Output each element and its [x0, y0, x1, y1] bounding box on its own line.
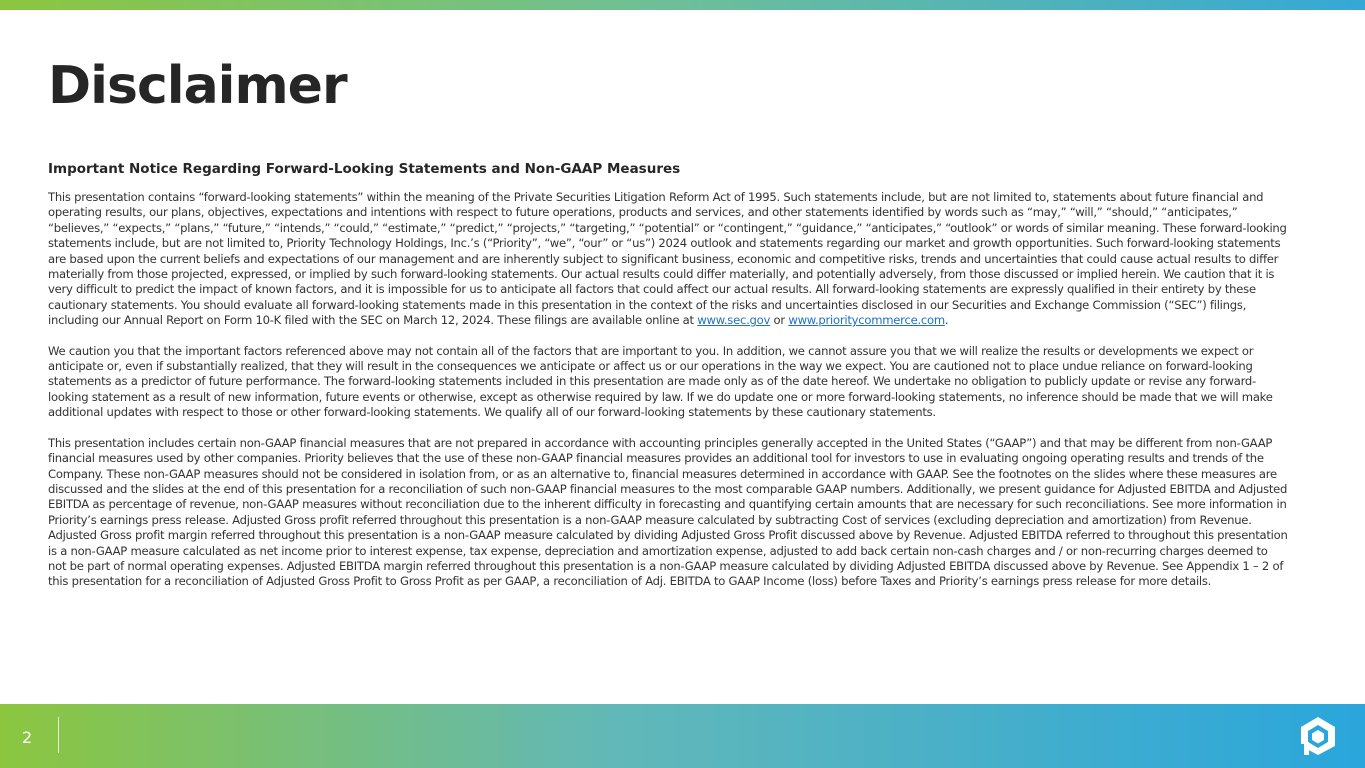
notice-heading: Important Notice Regarding Forward-Looking Statements and Non-GAAP Measures: [48, 161, 681, 177]
priority-logo-icon: [1299, 716, 1337, 756]
page-number: 2: [22, 728, 33, 747]
caution-paragraph: We caution you that the important factors referenced above may not contain all of the factors that are important to you. In addition, we cannot assure you that we will realize the results or developments we expect or anticipate or, even if substantially realized, that they will result in the consequences we anticipate or affect us or our operations in the way we expect. You are cautioned not to place undue reliance on forward-looking statements as a predictor of future performance. The forward-looking statements included in this presentation are made only as of the date hereof. We undertake no obligation to publicly update or revise any forward-looking statement as a result of new information, future events or otherwise, except as otherwise required by law. If we do update one or more forward-looking statements, no inference should be made that we will make additional updates with respect to those or other forward-looking statements. We qualify all of our forward-looking statements by these cautionary statements.: [48, 343, 1273, 420]
page-title: Disclaimer: [48, 56, 347, 116]
paragraph-end: .: [944, 313, 949, 328]
priority-commerce-link[interactable]: www.prioritycommerce.com: [788, 313, 945, 328]
top-accent-bar: [0, 0, 1365, 10]
sec-link[interactable]: www.sec.gov: [697, 313, 771, 328]
non-gaap-paragraph: This presentation includes certain non-GAAP financial measures that are not prepared in accordance with accounting principles generally accepted in the United States (“GAAP”) and that may be different from non-GAAP financial measures used by other companies. Priority believes that the use of these non-GAAP financial measures provides an additional tool for investors to use in evaluating ongoing operating results and trends of the Company. These non-GAAP measures should not be considered in isolation from, or as an alternative to, financial measures determined in accordance with GAAP. See the footnotes on the slides where these measures are discussed and the slides at the end of this presentation for a reconciliation of such non-GAAP financial measures to the most comparable GAAP numbers. Additionally, we present guidance for Adjusted EBITDA and Adjusted EBITDA as percentage of revenue, non-GAAP measures without reconciliation due to the inherent difficulty in forecasting and quantifying certain amounts that are necessary for such reconciliations. See more information in Priority’s earnings press release. Adjusted Gross profit referred throughout this presentation is a non-GAAP measure calculated by subtracting Cost of services (excluding depreciation and amortization) from Revenue. Adjusted Gross profit margin referred throughout this presentation is a non-GAAP measure calculated by dividing Adjusted Gross Profit discussed above by Revenue. Adjusted EBITDA referred to throughout this presentation is a non-GAAP measure calculated as net income prior to interest expense, tax expense, depreciation and amortization expense, adjusted to add back certain non-cash charges and / or non-recurring charges deemed to not be part of normal operating expenses. Adjusted EBITDA margin referred throughout this presentation is a non-GAAP measure calculated by dividing Adjusted EBITDA discussed above by Revenue. See Appendix 1 – 2 of this presentation for a reconciliation of Adjusted Gross Profit to Gross Profit as per GAAP, a reconciliation of Adj. EBITDA to GAAP Income (loss) before Taxes and Priority’s earnings press release for more details.: [48, 435, 1288, 589]
footer-divider: [58, 717, 59, 753]
footer-bar: [0, 704, 1365, 768]
forward-looking-text: This presentation contains “forward-looking statements” within the meaning of the Private Securities Litigation Reform Act of 1995. Such statements include, but are not limited to, statements about future financial and operating results, our plans, objectives, expectations and intentions with respect to future operations, products and services, and other statements identified by words such as “may,” “will,” “should,” “anticipates,” “believes,” “expects,” “plans,” “future,” “intends,” “could,” “estimate,” “predict,” “projects,” “targeting,” “potential” or “contingent,” “guidance,” “anticipates,” “outlook” or words of similar meaning. These forward-looking statements include, but are not limited to, Priority Technology Holdings, Inc.’s (“Priority”, “we”, “our” or “us”) 2024 outlook and statements regarding our market and growth opportunities. Such forward-looking statements are based upon the current beliefs and expectations of our management and are inherently subject to significant business, economic and competitive risks, trends and uncertainties that could cause actual results to differ materially from those projected, expressed, or implied by such forward-looking statements. Our actual results could differ materially, and potentially adversely, from those discussed or implied herein. We caution that it is very difficult to predict the impact of known factors, and it is impossible for us to anticipate all factors that could affect our actual results. All forward-looking statements are expressly qualified in their entirety by these cautionary statements. You should evaluate all forward-looking statements made in this presentation in the context of the risks and uncertainties disclosed in our Securities and Exchange Commission (“SEC”) filings, including our Annual Report on Form 10-K filed with the SEC on March 12, 2024. These filings are available online at: [48, 190, 1287, 328]
disclaimer-content: [48, 160, 1288, 605]
forward-looking-paragraph: [48, 190, 1288, 329]
link-joiner: or: [770, 313, 789, 328]
